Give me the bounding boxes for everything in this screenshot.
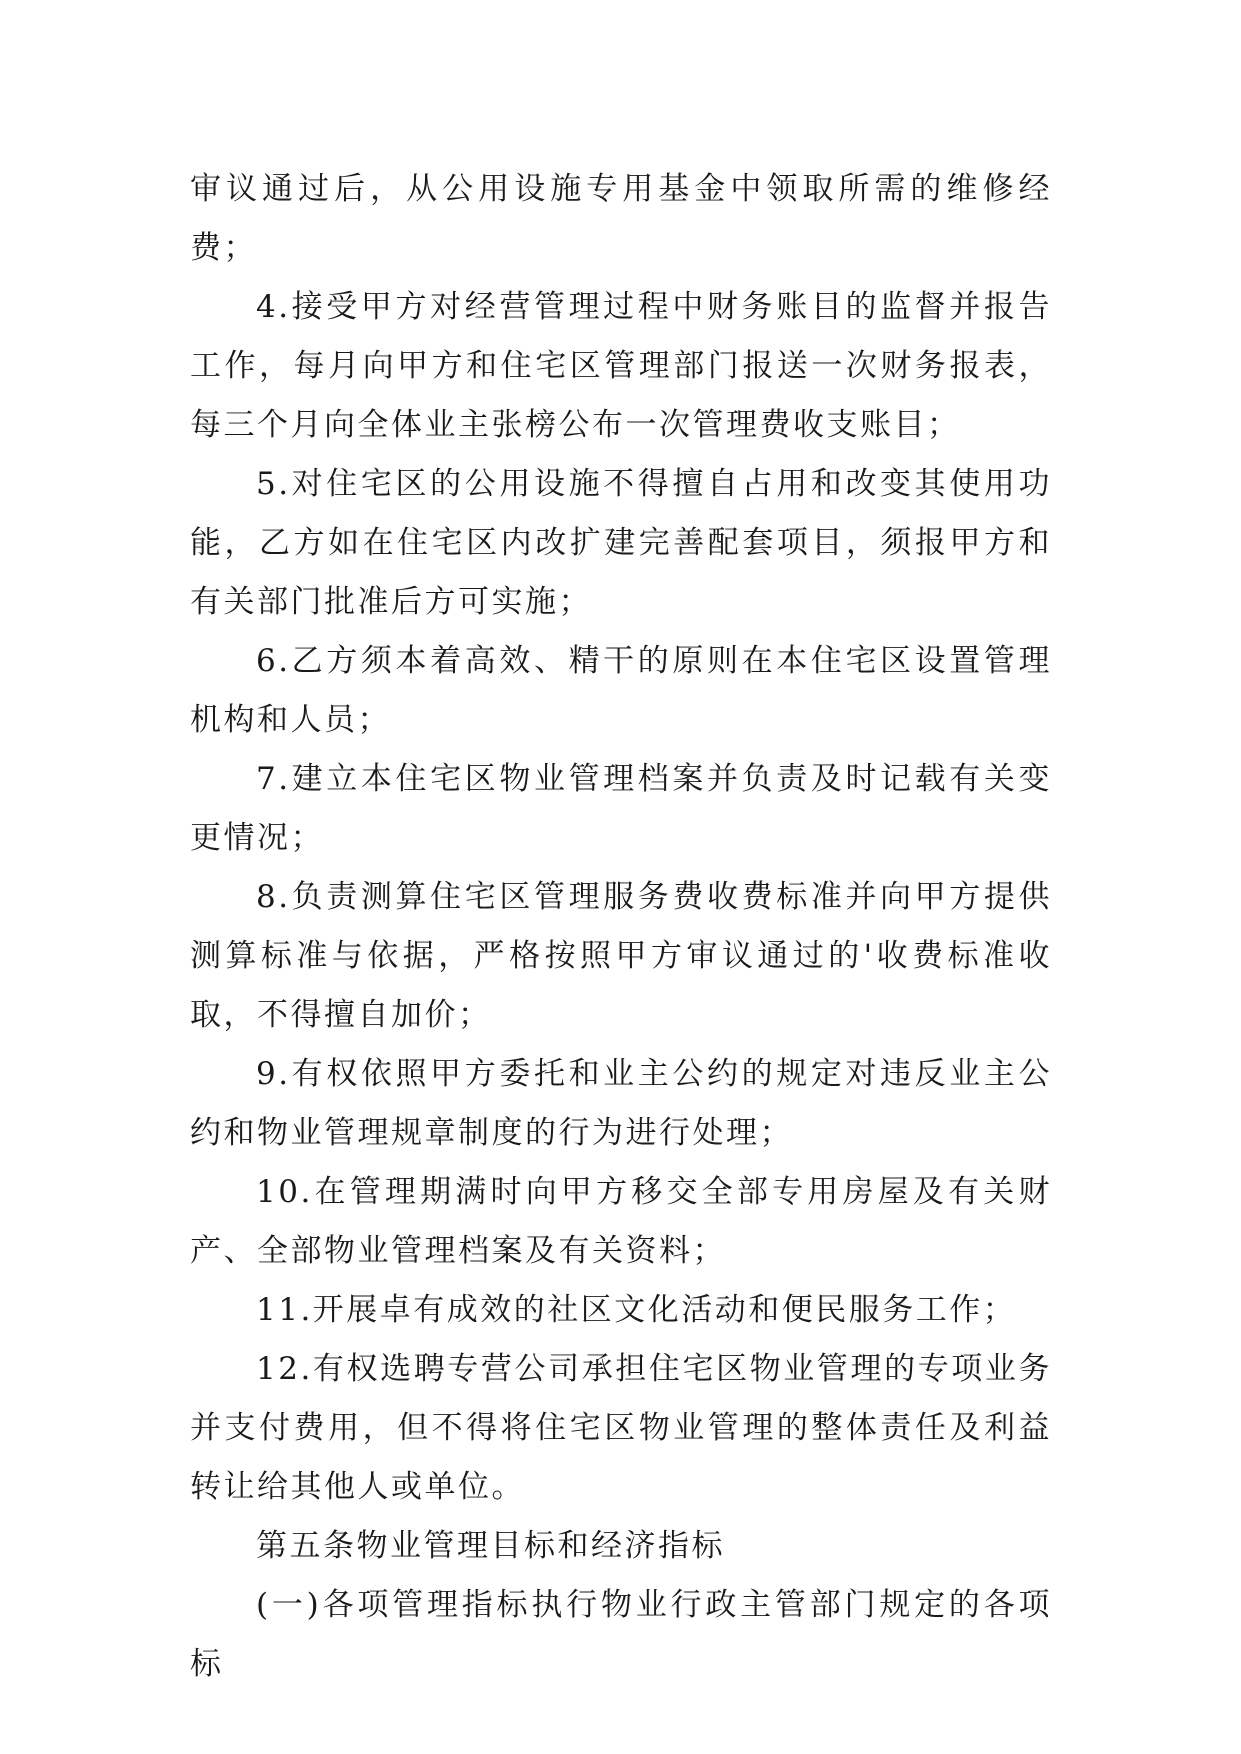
paragraph-item-12: 12.有权选聘专营公司承担住宅区物业管理的专项业务并支付费用，但不得将住宅区物业管理的整体责任及利益转让给其他人或单位。 — [190, 1351, 1052, 1505]
paragraph-item-4: 4.接受甲方对经营管理过程中财务账目的监督并报告工作，每月向甲方和住宅区管理部门报送一次财务报表，每三个月向全体业主张榜公布一次管理费收支账目； — [190, 289, 1052, 443]
paragraph-item-6: 6.乙方须本着高效、精干的原则在本住宅区设置管理机构和人员； — [190, 643, 1052, 738]
paragraph-item-7: 7.建立本住宅区物业管理档案并负责及时记载有关变更情况； — [190, 761, 1052, 856]
body-text — [190, 160, 1052, 1694]
article-heading: 第五条物业管理目标和经济指标 — [256, 1528, 725, 1564]
paragraph-subsection-1: (一)各项管理指标执行物业行政主管部门规定的各项标 — [190, 1587, 1052, 1682]
paragraph-item-9: 9.有权依照甲方委托和业主公约的规定对违反业主公约和物业管理规章制度的行为进行处理； — [190, 1056, 1052, 1151]
paragraph-item-11: 11.开展卓有成效的社区文化活动和便民服务工作； — [256, 1292, 1017, 1328]
paragraph-item-10: 10.在管理期满时向甲方移交全部专用房屋及有关财产、全部物业管理档案及有关资料； — [190, 1174, 1052, 1269]
paragraph-continuation: 审议通过后，从公用设施专用基金中领取所需的维修经费； — [190, 171, 1052, 266]
paragraph-item-5: 5.对住宅区的公用设施不得擅自占用和改变其使用功能，乙方如在住宅区内改扩建完善配套项目，须报甲方和有关部门批准后方可实施； — [190, 466, 1052, 620]
paragraph-item-8: 8.负责测算住宅区管理服务费收费标准并向甲方提供测算标准与依据，严格按照甲方审议通过的'收费标准收取，不得擅自加价； — [190, 879, 1052, 1033]
